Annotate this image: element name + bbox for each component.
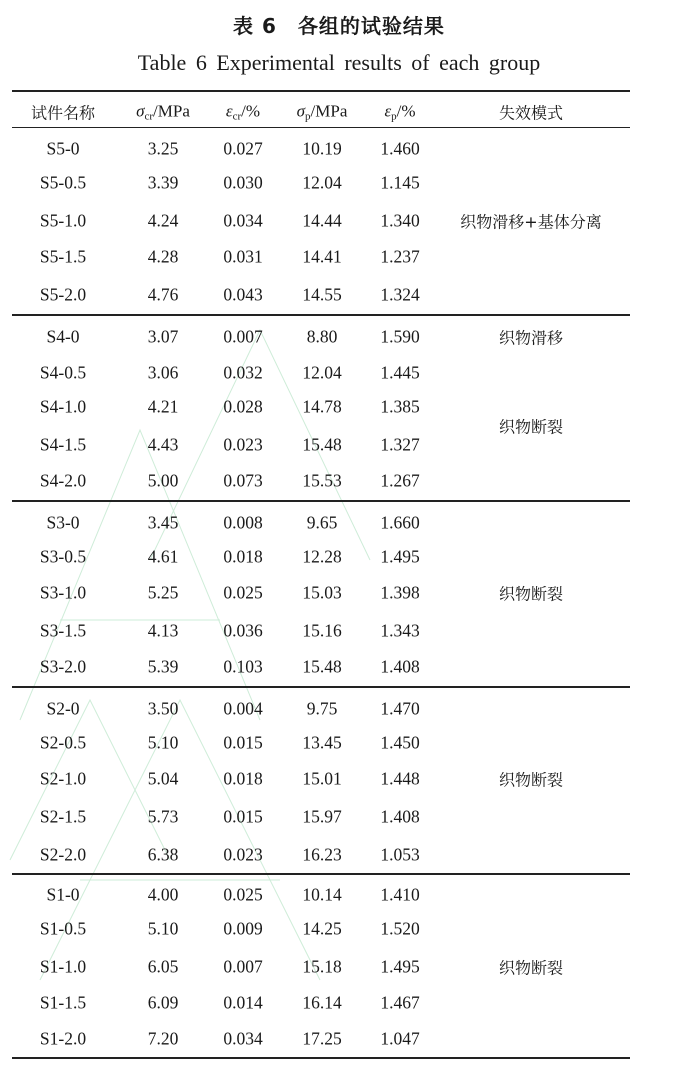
cell-sigma-p: 15.53 <box>302 470 342 491</box>
cell-eps-p: 1.237 <box>380 246 420 267</box>
cell-specimen-name: S5-2.0 <box>39 284 87 305</box>
cell-eps-p: 1.324 <box>380 284 420 305</box>
cell-eps-p: 1.460 <box>380 138 420 159</box>
cell-sigma-cr: 4.00 <box>147 884 179 905</box>
group-divider <box>12 873 630 875</box>
cell-sigma-p: 14.25 <box>302 918 342 939</box>
cell-sigma-p: 8.80 <box>306 326 338 347</box>
cell-specimen-name: S5-0.5 <box>39 172 87 193</box>
cell-specimen-name: S3-0 <box>46 512 80 533</box>
header-failure-mode: 失效模式 <box>498 103 564 123</box>
cell-eps-cr: 0.030 <box>223 172 263 193</box>
cell-eps-cr: 0.018 <box>223 546 263 567</box>
cell-eps-cr: 0.015 <box>223 732 263 753</box>
cell-sigma-p: 15.03 <box>302 582 342 603</box>
cell-specimen-name: S3-1.5 <box>39 620 87 641</box>
cell-specimen-name: S2-2.0 <box>39 844 87 865</box>
cell-eps-cr: 0.007 <box>223 326 263 347</box>
bottom-rule <box>12 1057 630 1059</box>
cell-eps-p: 1.343 <box>380 620 420 641</box>
header-sigma-p <box>297 102 348 123</box>
cell-eps-p: 1.385 <box>380 396 420 417</box>
cell-eps-cr: 0.014 <box>223 992 263 1013</box>
header-unit: /% <box>241 101 261 121</box>
cell-eps-p: 1.398 <box>380 582 420 603</box>
header-eps-p <box>384 102 415 123</box>
cell-sigma-p: 9.65 <box>306 512 338 533</box>
cell-specimen-name: S3-1.0 <box>39 582 87 603</box>
cell-specimen-name: S5-1.0 <box>39 210 87 231</box>
cell-failure-mode: 织物滑移+基体分离 <box>460 212 602 232</box>
cell-failure-mode: 织物滑移 <box>498 328 564 348</box>
cell-eps-cr: 0.034 <box>223 1028 263 1049</box>
cell-eps-p: 1.470 <box>380 698 420 719</box>
cell-failure-mode: 织物断裂 <box>498 770 564 790</box>
cell-sigma-cr: 3.06 <box>147 362 179 383</box>
cell-specimen-name: S4-2.0 <box>39 470 87 491</box>
cell-eps-p: 1.450 <box>380 732 420 753</box>
top-rule <box>12 90 630 92</box>
cell-sigma-cr: 4.61 <box>147 546 179 567</box>
header-subscript: p <box>305 110 311 123</box>
cell-eps-cr: 0.025 <box>223 884 263 905</box>
cell-sigma-cr: 5.00 <box>147 470 179 491</box>
cell-eps-cr: 0.032 <box>223 362 263 383</box>
cell-sigma-cr: 6.05 <box>147 956 179 977</box>
group-divider <box>12 500 630 502</box>
cell-sigma-p: 14.41 <box>302 246 342 267</box>
cell-specimen-name: S1-1.5 <box>39 992 87 1013</box>
cell-sigma-cr: 4.13 <box>147 620 179 641</box>
cell-failure-mode: 织物断裂 <box>498 417 564 437</box>
cell-eps-p: 1.053 <box>380 844 420 865</box>
cell-eps-cr: 0.073 <box>223 470 263 491</box>
cell-eps-cr: 0.028 <box>223 396 263 417</box>
cell-eps-p: 1.267 <box>380 470 420 491</box>
cell-eps-p: 1.495 <box>380 546 420 567</box>
cell-sigma-cr: 4.21 <box>147 396 179 417</box>
cell-eps-cr: 0.023 <box>223 434 263 455</box>
cell-sigma-p: 12.28 <box>302 546 342 567</box>
cell-eps-p: 1.660 <box>380 512 420 533</box>
header-subscript: p <box>391 110 397 123</box>
cell-eps-p: 1.408 <box>380 656 420 677</box>
cell-sigma-p: 15.97 <box>302 806 342 827</box>
cell-sigma-cr: 4.76 <box>147 284 179 305</box>
cell-eps-p: 1.047 <box>380 1028 420 1049</box>
group-divider <box>12 686 630 688</box>
cell-sigma-p: 17.25 <box>302 1028 342 1049</box>
cell-sigma-p: 12.04 <box>302 172 342 193</box>
cell-eps-cr: 0.007 <box>223 956 263 977</box>
cell-sigma-cr: 5.39 <box>147 656 179 677</box>
header-subscript: cr <box>232 110 242 123</box>
cell-specimen-name: S2-1.5 <box>39 806 87 827</box>
header-sigma-cr <box>136 102 190 123</box>
cell-specimen-name: S5-1.5 <box>39 246 87 267</box>
cell-specimen-name: S3-2.0 <box>39 656 87 677</box>
header-eps-cr <box>226 102 260 123</box>
cell-eps-p: 1.408 <box>380 806 420 827</box>
cell-specimen-name: S2-0.5 <box>39 732 87 753</box>
cell-sigma-cr: 4.24 <box>147 210 179 231</box>
cell-eps-p: 1.495 <box>380 956 420 977</box>
header-unit: /% <box>396 101 416 121</box>
cell-specimen-name: S4-0 <box>46 326 80 347</box>
cell-eps-cr: 0.009 <box>223 918 263 939</box>
cell-sigma-p: 13.45 <box>302 732 342 753</box>
cell-sigma-cr: 3.07 <box>147 326 179 347</box>
cell-sigma-cr: 6.09 <box>147 992 179 1013</box>
cell-sigma-p: 14.55 <box>302 284 342 305</box>
cell-sigma-cr: 5.10 <box>147 918 179 939</box>
cell-eps-p: 1.445 <box>380 362 420 383</box>
cell-sigma-p: 12.04 <box>302 362 342 383</box>
cell-sigma-p: 15.48 <box>302 656 342 677</box>
cell-eps-cr: 0.015 <box>223 806 263 827</box>
cell-failure-mode: 织物断裂 <box>498 584 564 604</box>
cell-eps-p: 1.410 <box>380 884 420 905</box>
cell-eps-cr: 0.103 <box>223 656 263 677</box>
cell-sigma-cr: 4.28 <box>147 246 179 267</box>
cell-eps-p: 1.327 <box>380 434 420 455</box>
cell-eps-cr: 0.004 <box>223 698 263 719</box>
header-unit: /MPa <box>310 101 348 121</box>
cell-sigma-cr: 5.10 <box>147 732 179 753</box>
cell-eps-p: 1.590 <box>380 326 420 347</box>
cell-specimen-name: S1-0 <box>46 884 80 905</box>
cell-specimen-name: S4-1.5 <box>39 434 87 455</box>
cell-eps-cr: 0.031 <box>223 246 263 267</box>
cell-sigma-p: 15.48 <box>302 434 342 455</box>
group-divider <box>12 127 630 128</box>
cell-specimen-name: S2-0 <box>46 698 80 719</box>
cell-eps-cr: 0.023 <box>223 844 263 865</box>
cell-sigma-p: 14.44 <box>302 210 342 231</box>
cell-sigma-cr: 3.25 <box>147 138 179 159</box>
table-title-en: Table 6 Experimental results of each group <box>137 50 541 75</box>
cell-eps-p: 1.340 <box>380 210 420 231</box>
header-symbol: σ <box>296 101 306 121</box>
cell-failure-mode: 织物断裂 <box>498 958 564 978</box>
cell-sigma-cr: 6.38 <box>147 844 179 865</box>
cell-sigma-p: 14.78 <box>302 396 342 417</box>
cell-eps-p: 1.467 <box>380 992 420 1013</box>
cell-sigma-p: 10.19 <box>302 138 342 159</box>
cell-specimen-name: S1-0.5 <box>39 918 87 939</box>
cell-sigma-p: 10.14 <box>302 884 342 905</box>
cell-eps-cr: 0.018 <box>223 768 263 789</box>
cell-specimen-name: S4-1.0 <box>39 396 87 417</box>
cell-specimen-name: S1-1.0 <box>39 956 87 977</box>
cell-sigma-cr: 3.45 <box>147 512 179 533</box>
cell-eps-p: 1.448 <box>380 768 420 789</box>
cell-sigma-p: 16.23 <box>302 844 342 865</box>
cell-sigma-p: 9.75 <box>306 698 338 719</box>
cell-specimen-name: S3-0.5 <box>39 546 87 567</box>
header-subscript: cr <box>144 110 154 123</box>
cell-specimen-name: S5-0 <box>46 138 80 159</box>
cell-eps-cr: 0.025 <box>223 582 263 603</box>
cell-sigma-p: 15.16 <box>302 620 342 641</box>
cell-eps-p: 1.145 <box>380 172 420 193</box>
group-divider <box>12 314 630 316</box>
cell-eps-cr: 0.027 <box>223 138 263 159</box>
cell-sigma-cr: 3.50 <box>147 698 179 719</box>
header-unit: /MPa <box>153 101 190 121</box>
cell-eps-cr: 0.036 <box>223 620 263 641</box>
cell-sigma-p: 15.18 <box>302 956 342 977</box>
header-symbol: ε <box>384 101 392 121</box>
header-symbol: ε <box>225 101 233 121</box>
cell-sigma-cr: 3.39 <box>147 172 179 193</box>
header-specimen-name: 试件名称 <box>30 103 96 123</box>
cell-eps-cr: 0.043 <box>223 284 263 305</box>
cell-specimen-name: S1-2.0 <box>39 1028 87 1049</box>
table-title-cn: 表 6 各组的试验结果 <box>233 14 445 38</box>
cell-sigma-cr: 4.43 <box>147 434 179 455</box>
cell-sigma-p: 15.01 <box>302 768 342 789</box>
cell-sigma-p: 16.14 <box>302 992 342 1013</box>
cell-sigma-cr: 5.04 <box>147 768 179 789</box>
cell-sigma-cr: 5.25 <box>147 582 179 603</box>
cell-sigma-cr: 5.73 <box>147 806 179 827</box>
cell-eps-p: 1.520 <box>380 918 420 939</box>
cell-sigma-cr: 7.20 <box>147 1028 179 1049</box>
cell-specimen-name: S4-0.5 <box>39 362 87 383</box>
cell-eps-cr: 0.034 <box>223 210 263 231</box>
cell-eps-cr: 0.008 <box>223 512 263 533</box>
header-symbol: σ <box>136 101 145 121</box>
cell-specimen-name: S2-1.0 <box>39 768 87 789</box>
